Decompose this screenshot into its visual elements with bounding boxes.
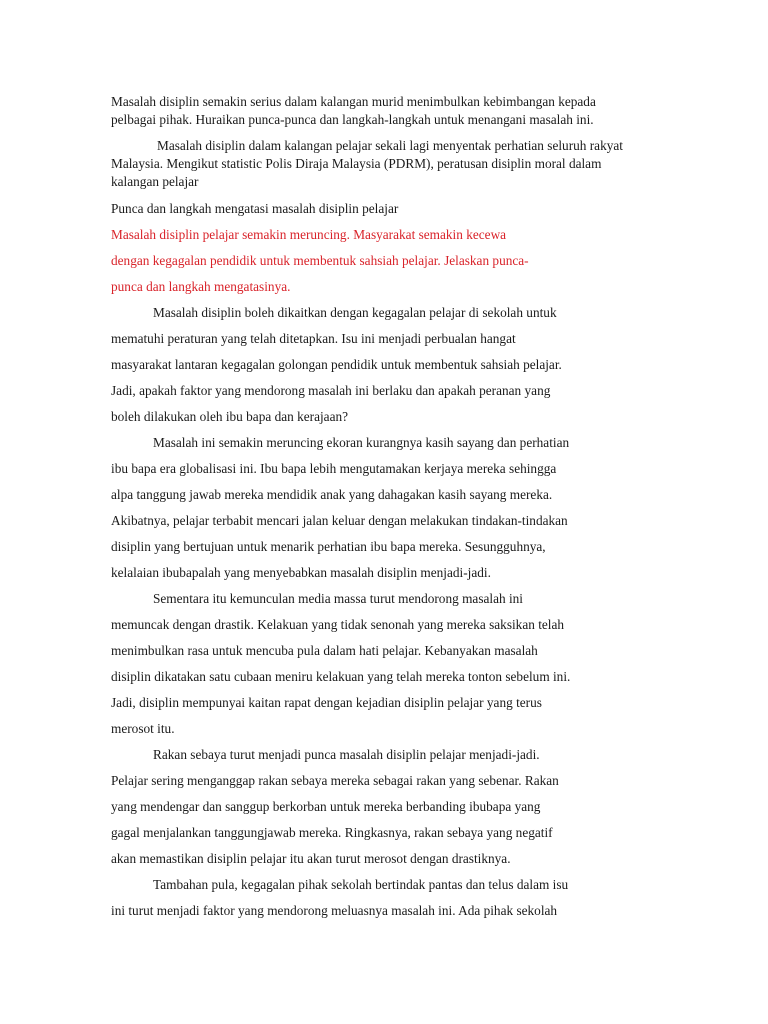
essay-body [111, 300, 631, 924]
paragraph-start: Masalah disiplin boleh dikaitkan dengan kegagalan pelajar di sekolah untuk [153, 305, 557, 320]
text-line: kelalaian ibubapalah yang menyebabkan masalah disiplin menjadi-jadi. [111, 565, 491, 580]
paragraph-start: Sementara itu kemunculan media massa turut mendorong masalah ini [153, 591, 523, 606]
text-line: memuncak dengan drastik. Kelakuan yang tidak senonah yang mereka saksikan telah [111, 617, 565, 632]
text-line: yang mendengar dan sanggup berkorban untuk mereka berbanding ibubapa yang [111, 799, 541, 814]
text-line: alpa tanggung jawab mereka mendidik anak yang dahagakan kasih sayang mereka. [111, 487, 553, 502]
text-line: Akibatnya, pelajar terbabit mencari jalan keluar dengan melakukan tindakan-tindakan [111, 513, 568, 528]
text-line: Jadi, disiplin mempunyai kaitan rapat dengan kejadian disiplin pelajar yang terus [111, 695, 542, 710]
section-heading: Punca dan langkah mengatasi masalah disiplin pelajar [111, 201, 399, 216]
text-line: dengan kegagalan pendidik untuk membentuk sahsiah pelajar. Jelaskan punca- [111, 253, 529, 268]
paragraph-start: Rakan sebaya turut menjadi punca masalah disiplin pelajar menjadi-jadi. [153, 747, 540, 762]
text-line: disiplin yang bertujuan untuk menarik perhatian ibu bapa mereka. Sesungguhnya, [111, 539, 546, 554]
text-line: punca dan langkah mengatasinya. [111, 279, 291, 294]
text-line: gagal menjalankan tanggungjawab mereka. Ringkasnya, rakan sebaya yang negatif [111, 825, 553, 840]
text-line: ibu bapa era globalisasi ini. Ibu bapa lebih mengutamakan kerjaya mereka sehingga [111, 461, 557, 476]
text-line: Masalah disiplin pelajar semakin meruncing. Masyarakat semakin kecewa [111, 227, 507, 242]
text-line: ini turut menjadi faktor yang mendorong meluasnya masalah ini. Ada pihak sekolah [111, 903, 558, 918]
red-prompt [111, 222, 631, 300]
text-line: disiplin dikatakan satu cubaan meniru kelakuan yang telah mereka tonton sebelum ini. [111, 669, 571, 684]
text-line: Masalah disiplin semakin serius dalam kalangan murid menimbulkan kebimbangan kepada [111, 94, 596, 109]
text-line: Masalah disiplin dalam kalangan pelajar sekali lagi menyentak perhatian seluruh rakyat [157, 138, 623, 153]
text-line: akan memastikan disiplin pelajar itu akan turut merosot dengan drastiknya. [111, 851, 511, 866]
text-line: merosot itu. [111, 721, 175, 736]
paragraph-start: Tambahan pula, kegagalan pihak sekolah bertindak pantas dan telus dalam isu [153, 877, 569, 892]
text-line: kalangan pelajar [111, 174, 199, 189]
intro-paragraph [111, 137, 631, 191]
text-line: Pelajar sering menganggap rakan sebaya mereka sebagai rakan yang sebenar. Rakan [111, 773, 559, 788]
text-line: Malaysia. Mengikut statistic Polis Diraja Malaysia (PDRM), peratusan disiplin moral dalam [111, 156, 602, 171]
question-paragraph [111, 93, 631, 129]
text-line: pelbagai pihak. Huraikan punca-punca dan langkah-langkah untuk menangani masalah ini. [111, 112, 594, 127]
text-line: Jadi, apakah faktor yang mendorong masalah ini berlaku dan apakah peranan yang [111, 383, 551, 398]
text-line: masyarakat lantaran kegagalan golongan pendidik untuk membentuk sahsiah pelajar. [111, 357, 562, 372]
text-line: boleh dilakukan oleh ibu bapa dan kerajaan? [111, 409, 349, 424]
text-line: mematuhi peraturan yang telah ditetapkan. Isu ini menjadi perbualan hangat [111, 331, 516, 346]
paragraph-start: Masalah ini semakin meruncing ekoran kurangnya kasih sayang dan perhatian [153, 435, 570, 450]
text-line: menimbulkan rasa untuk mencuba pula dalam hati pelajar. Kebanyakan masalah [111, 643, 538, 658]
